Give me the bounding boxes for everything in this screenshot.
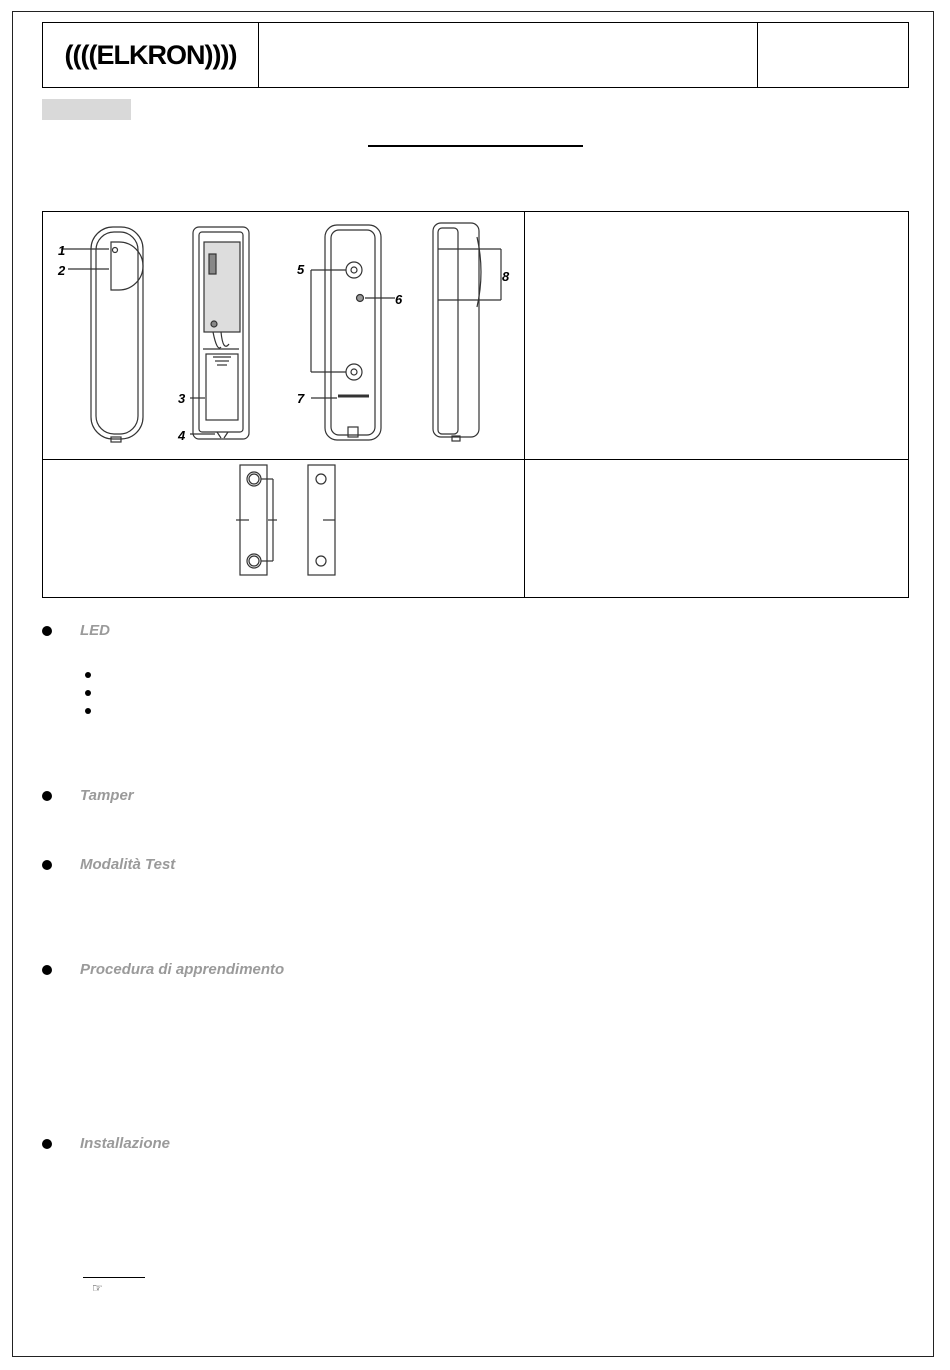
callout-8: 8 xyxy=(502,269,510,284)
device-back-view xyxy=(311,225,395,440)
title-underline xyxy=(368,145,583,147)
bullet-icon xyxy=(42,965,52,975)
elkron-logo: ((((ELKRON)))) xyxy=(64,39,237,70)
pointing-hand-icon: ☞ xyxy=(92,1281,103,1295)
document-header xyxy=(42,22,909,88)
device-open-view xyxy=(190,227,249,439)
callout-2: 2 xyxy=(58,263,66,278)
header-code-cell xyxy=(758,23,908,87)
callout-7: 7 xyxy=(297,391,305,406)
callout-4: 4 xyxy=(178,428,186,443)
bullet-icon xyxy=(42,626,52,636)
section-test-mode xyxy=(42,856,175,873)
logo-cell xyxy=(43,23,259,87)
device-front-view xyxy=(61,227,143,442)
section-installation xyxy=(42,1135,170,1152)
section-title: LED xyxy=(80,622,110,639)
device-drawings xyxy=(43,212,524,597)
footnote-rule xyxy=(83,1277,145,1278)
section-led xyxy=(42,622,110,639)
sub-bullet-icon xyxy=(85,690,91,696)
section-tag xyxy=(42,99,131,120)
section-learning-procedure xyxy=(42,961,284,978)
bullet-icon xyxy=(42,860,52,870)
section-title: Procedura di apprendimento xyxy=(80,961,285,978)
figure-table xyxy=(42,211,909,598)
bullet-icon xyxy=(42,791,52,801)
sub-bullet-icon xyxy=(85,708,91,714)
section-title: Installazione xyxy=(80,1135,171,1152)
section-tamper xyxy=(42,787,134,804)
device-side-view xyxy=(433,223,501,441)
figure-column-divider xyxy=(524,212,525,597)
magnet-drawings xyxy=(236,465,335,575)
section-title: Modalità Test xyxy=(80,856,176,873)
sub-bullet-icon xyxy=(85,672,91,678)
section-title: Tamper xyxy=(80,787,134,804)
callout-6: 6 xyxy=(395,292,403,307)
callout-3: 3 xyxy=(178,391,186,406)
header-title-cell xyxy=(259,23,758,87)
callout-5: 5 xyxy=(297,262,305,277)
bullet-icon xyxy=(42,1139,52,1149)
callout-1: 1 xyxy=(58,243,66,258)
